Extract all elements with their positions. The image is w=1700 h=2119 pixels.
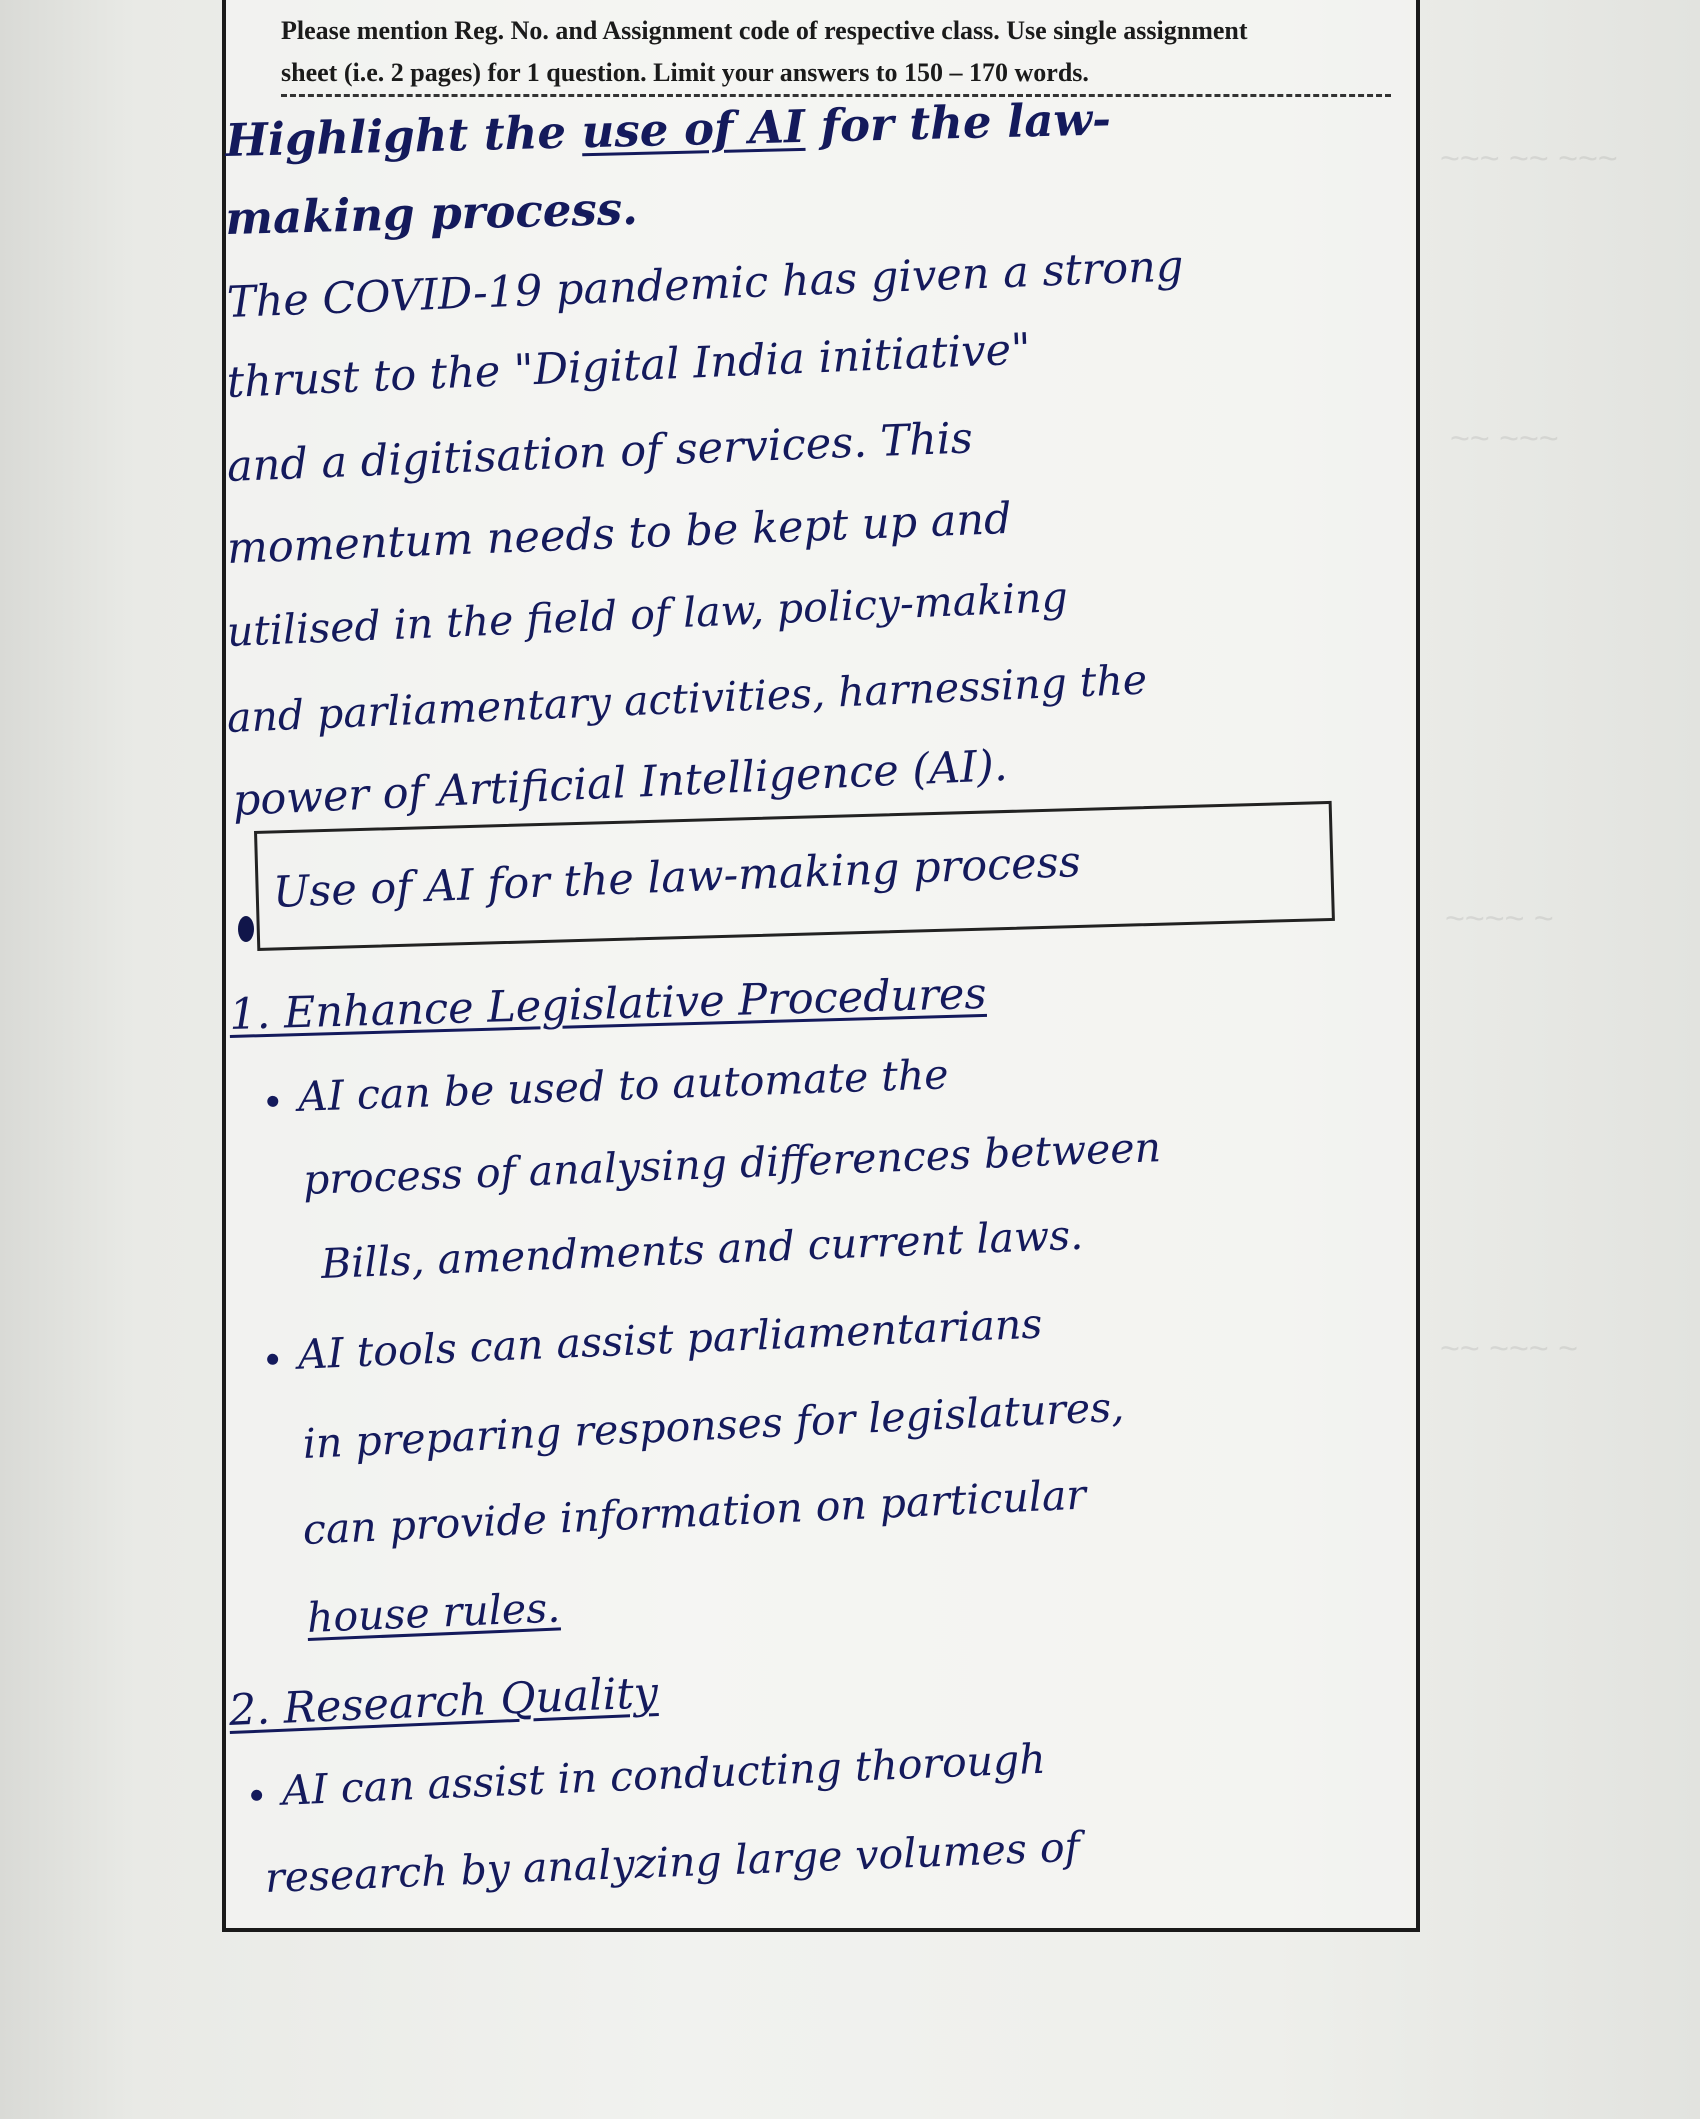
intro-line-5: utilised in the field of law, policy-making xyxy=(225,572,1069,656)
intro-line-3: and a digitisation of services. This xyxy=(226,413,974,492)
bullet-text: AI can be used to automate the xyxy=(297,1050,950,1121)
section-1-bullet-2-line-2: in preparing responses for legislatures, xyxy=(301,1382,1126,1468)
question-text: Highlight the xyxy=(224,105,567,167)
bullet-dot xyxy=(267,1096,278,1107)
section-1-bullet-2-line-3: can provide information on particular xyxy=(301,1470,1087,1554)
bullet-dot xyxy=(238,916,254,942)
bullet-text: AI can assist in conducting thorough xyxy=(280,1734,1047,1815)
section-1-bullet-2-line-1 xyxy=(266,1300,1043,1380)
show-through-text: ~~ ~~~ ~ xyxy=(1440,1330,1579,1368)
dashed-divider xyxy=(281,94,1391,97)
answer-sheet xyxy=(222,0,1420,1932)
question-text: for the law- xyxy=(819,92,1112,153)
bullet-dot xyxy=(267,1354,278,1365)
section-2-bullet-1-line-1 xyxy=(250,1735,1047,1816)
question-keyword: use of AI xyxy=(581,99,806,159)
intro-line-1: The COVID-19 pandemic has given a strong xyxy=(226,241,1185,328)
box-heading: Use of AI for the law-making process xyxy=(272,837,1082,918)
section-1-bullet-2-line-4: house rules. xyxy=(305,1583,562,1642)
intro-line-7: power of Artificial Intelligence (AI). xyxy=(231,740,1009,826)
section-1-bullet-1-line-3: Bills, amendments and current laws. xyxy=(320,1210,1084,1288)
intro-line-4: momentum needs to be kept up and xyxy=(226,493,1013,574)
section-2-bullet-1-line-2: research by analyzing large volumes of xyxy=(264,1822,1081,1902)
instructions-line-1: Please mention Reg. No. and Assignment code of respective class. Use single assignment xyxy=(281,16,1248,45)
question-line-1 xyxy=(225,92,1112,167)
bullet-text: AI tools can assist parliamentarians xyxy=(296,1299,1044,1379)
bullet-dot xyxy=(251,1790,262,1801)
show-through-text: ~~~ ~~ ~~~ xyxy=(1440,140,1618,178)
intro-line-6: and parliamentary activities, harnessing the xyxy=(225,655,1148,742)
section-1-bullet-1-line-1 xyxy=(266,1050,949,1122)
intro-line-2: thrust to the "Digital India initiative" xyxy=(225,324,1032,408)
sheet-instructions xyxy=(281,10,1391,94)
instructions-line-2: sheet (i.e. 2 pages) for 1 question. Limit your answers to 150 – 170 words. xyxy=(281,58,1089,87)
section-1-heading: 1. Enhance Legislative Procedures xyxy=(228,968,988,1040)
show-through-text: ~~~~ ~ xyxy=(1445,900,1554,938)
show-through-text: ~~ ~~~ xyxy=(1450,420,1559,458)
section-2-heading: 2. Research Quality xyxy=(227,1668,659,1736)
section-1-bullet-1-line-2: process of analysing differences between xyxy=(302,1123,1162,1204)
question-line-2: making process. xyxy=(224,181,639,245)
